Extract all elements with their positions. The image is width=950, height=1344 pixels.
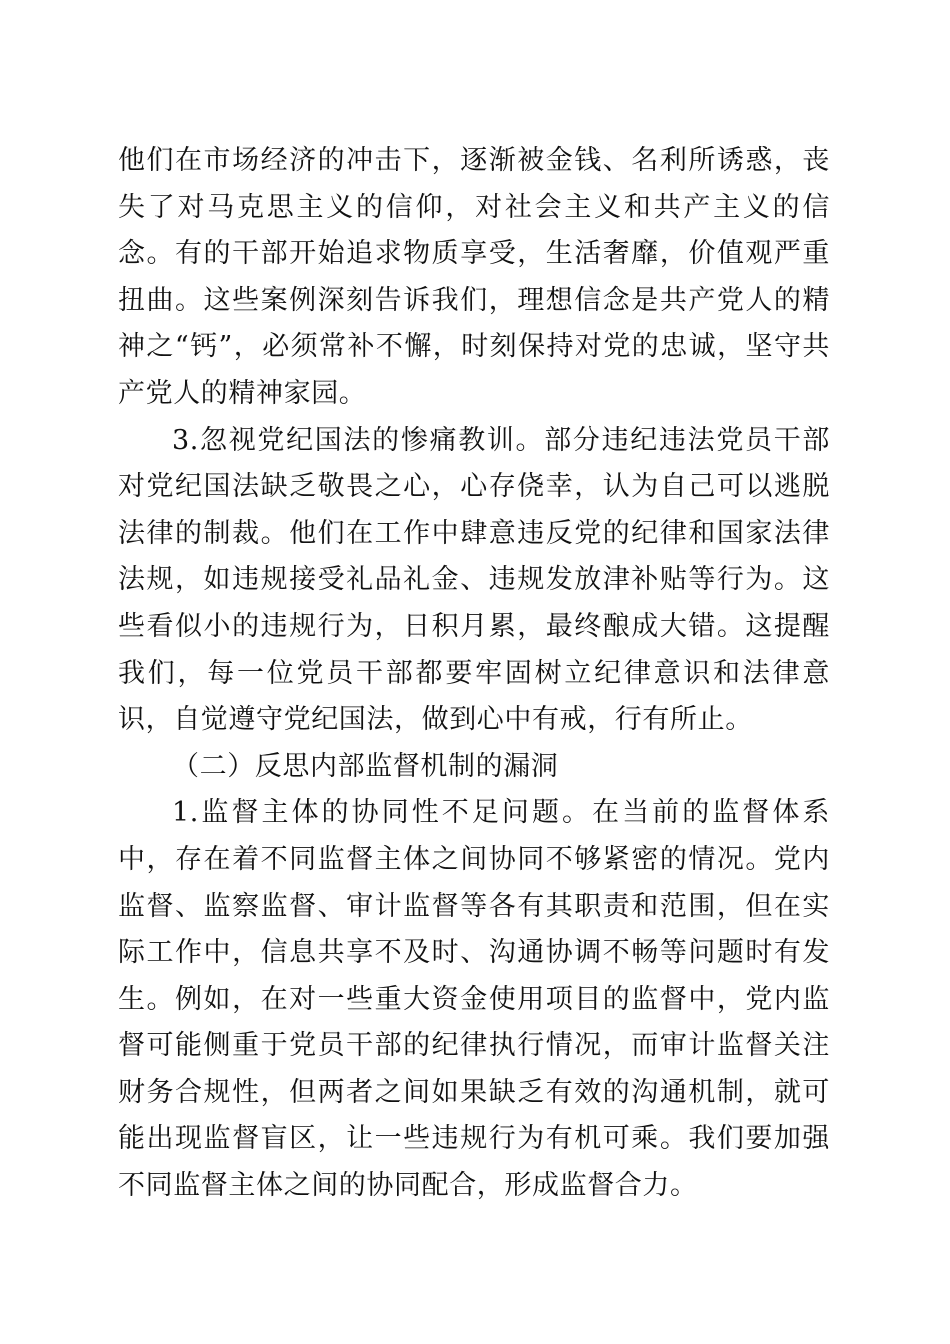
document-body xyxy=(118,138,830,1210)
paragraph-continuation: 他们在市场经济的冲击下，逐渐被金钱、名利所诱惑，丧失了对马克思主义的信仰，对社会主义和共产主义的信念。有的干部开始追求物质享受，生活奢靡，价值观严重扭曲。这些案例深刻告诉我们，理想信念是共产党人的精神之“钙”，必须常补不懈，时刻保持对党的忠诚，坚守共产党人的精神家园。 xyxy=(118,145,830,409)
section-heading: （二）反思内部监督机制的漏洞 xyxy=(172,750,559,782)
paragraph-item-1: 1.监督主体的协同性不足问题。在当前的监督体系中，存在着不同监督主体之间协同不够紧密的情况。党内监督、监察监督、审计监督等各有其职责和范围，但在实际工作中，信息共享不及时、沟通协调不畅等问题时有发生。例如，在对一些重大资金使用项目的监督中，党内监督可能侧重于党员干部的纪律执行情况，而审计监督关注财务合规性，但两者之间如果缺乏有效的沟通机制，就可能出现监督盲区，让一些违规行为有机可乘。我们要加强不同监督主体之间的协同配合，形成监督合力。 xyxy=(118,797,830,1202)
paragraph-item-3: 3.忽视党纪国法的惨痛教训。部分违纪违法党员干部对党纪国法缺乏敬畏之心，心存侥幸，认为自己可以逃脱法律的制裁。他们在工作中肆意违反党的纪律和国家法律法规，如违规接受礼品礼金、违规发放津补贴等行为。这些看似小的违规行为，日积月累，最终酿成大错。这提醒我们，每一位党员干部都要牢固树立纪律意识和法律意识，自觉遵守党纪国法，做到心中有戒，行有所止。 xyxy=(118,424,830,736)
